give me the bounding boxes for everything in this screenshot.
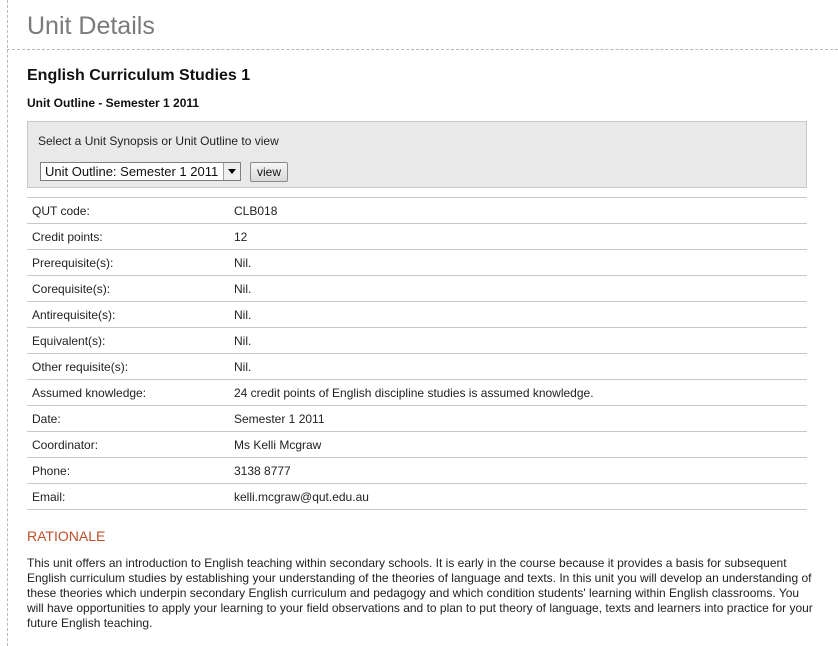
detail-value: 24 credit points of English discipline studies is assumed knowledge. [234, 386, 594, 400]
detail-label: Corequisite(s): [32, 282, 111, 296]
detail-row-date [27, 406, 807, 432]
page-title: Unit Details [27, 12, 155, 40]
detail-row-coordinator [27, 432, 807, 458]
detail-row-qut-code [27, 198, 807, 224]
detail-value: Semester 1 2011 [234, 412, 325, 426]
rationale-heading: RATIONALE [27, 528, 106, 544]
outline-selector-panel [27, 121, 807, 188]
outline-select[interactable] [40, 162, 241, 181]
detail-value: Nil. [234, 282, 252, 296]
detail-row-equivalents [27, 328, 807, 354]
view-button[interactable]: view [250, 162, 288, 182]
detail-row-corequisites [27, 276, 807, 302]
detail-value: CLB018 [234, 204, 278, 218]
rationale-text: This unit offers an introduction to English teaching within secondary schools. It is early in the course because it provides a basis for subsequent English curriculum studies by establishing your understanding of the theories of language and texts. In this unit you will develop an understanding of these theories which underpin secondary English curriculum and pedagogy and which condition students' learning within English classrooms. You will have opportunities to apply your learning to your field observations and to plan to put theory of language, texts and learners into practice for your future English teaching. [27, 556, 813, 630]
detail-label: Phone: [32, 464, 71, 478]
detail-label: Antirequisite(s): [32, 308, 116, 322]
chevron-down-icon[interactable] [223, 163, 240, 180]
detail-label: Equivalent(s): [32, 334, 106, 348]
detail-value: 3138 8777 [234, 464, 291, 478]
detail-row-prerequisites [27, 250, 807, 276]
detail-label: Other requisite(s): [32, 360, 129, 374]
detail-value: 12 [234, 230, 248, 244]
detail-label: Prerequisite(s): [32, 256, 114, 270]
detail-row-antirequisites [27, 302, 807, 328]
detail-value: kelli.mcgraw@qut.edu.au [234, 490, 369, 504]
detail-row-phone [27, 458, 807, 484]
detail-value: Ms Kelli Mcgraw [234, 438, 322, 452]
detail-row-credit-points [27, 224, 807, 250]
frame-border-left [7, 0, 8, 646]
detail-label: Coordinator: [32, 438, 99, 452]
detail-value: Nil. [234, 360, 252, 374]
detail-value: Nil. [234, 308, 252, 322]
unit-details-table [27, 197, 807, 510]
detail-value: Nil. [234, 334, 252, 348]
detail-label: Credit points: [32, 230, 103, 244]
detail-label: Assumed knowledge: [32, 386, 147, 400]
detail-row-email [27, 484, 807, 510]
detail-label: QUT code: [32, 204, 90, 218]
detail-value: Nil. [234, 256, 252, 270]
detail-label: Date: [32, 412, 61, 426]
title-divider [7, 49, 838, 50]
outline-select-value: Unit Outline: Semester 1 2011 [45, 164, 219, 179]
detail-row-assumed-knowledge [27, 380, 807, 406]
unit-subtitle: Unit Outline - Semester 1 2011 [27, 96, 200, 110]
unit-title: English Curriculum Studies 1 [27, 67, 251, 84]
detail-label: Email: [32, 490, 66, 504]
selector-prompt: Select a Unit Synopsis or Unit Outline to view [38, 134, 279, 148]
detail-row-other-requisites [27, 354, 807, 380]
